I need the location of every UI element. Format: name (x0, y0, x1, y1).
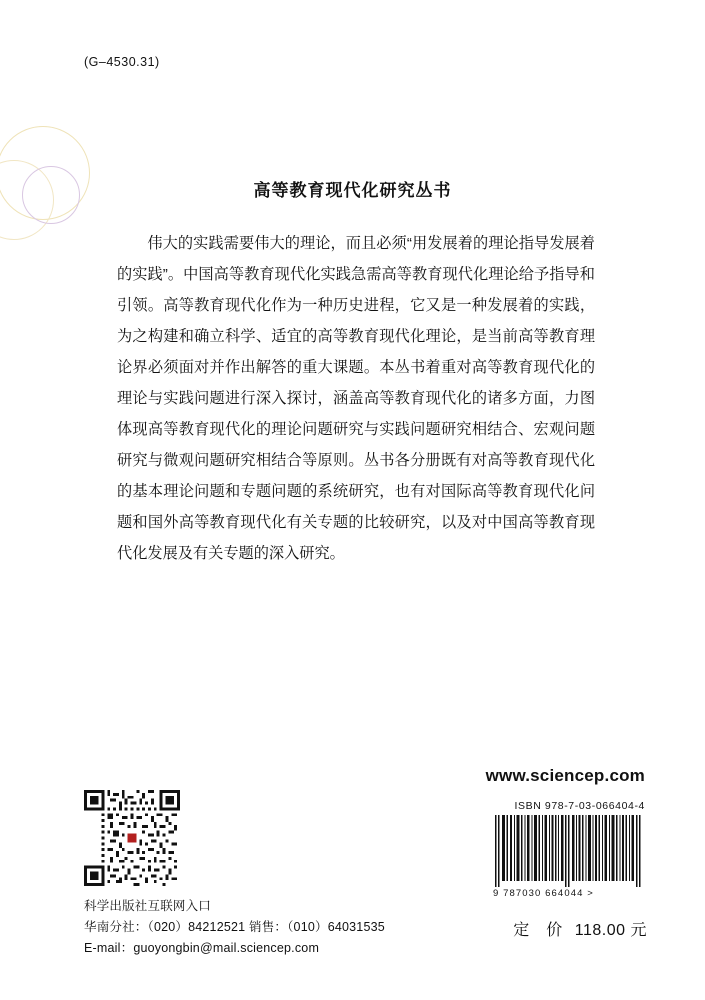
qr-code-icon (84, 790, 180, 886)
isbn-text: ISBN 978-7-03-066404-4 (514, 800, 645, 812)
price-value: 118.00 元 (574, 922, 647, 939)
price-label: 定 价 (513, 922, 563, 939)
qr-caption: 科学出版社互联网入口 (84, 899, 212, 913)
catalog-code: (G–4530.31) (84, 55, 160, 69)
barcode-block (493, 815, 647, 899)
series-title: 高等教育现代化研究丛书 (253, 181, 452, 200)
website-url: www.sciencep.com (485, 766, 645, 785)
publisher-contact-lines (84, 896, 384, 959)
email-contact: E-mail：guoyongbin@mail.sciencep.com (84, 941, 320, 955)
price-line (513, 917, 647, 940)
barcode-digits: 9 787030 664044 > (493, 888, 594, 899)
branch-contact: 华南分社：（020）84212521 销售：（010）64031535 (84, 920, 385, 934)
series-description: 伟大的实践需要伟大的理论，而且必须“用发展着的理论指导发展着的实践”。中国高等教育现代化实践急需高等教育现代化理论给予指导和引领。高等教育现代化作为一种历史进程，它又是一种发展着的实践，为之构建和确立科学、适宜的高等教育现代化理论，是当前高等教育理论界必须面对并作出解答的重大课题。本丛书着重对高等教育现代化的理论与实践问题进行深入探讨，涵盖高等教育现代化的诸多方面，力图体现高等教育现代化的理论问题研究与实践问题研究相结合、宏观问题研究与微观问题研究相结合等原则。丛书各分册既有对高等教育现代化的基本理论问题和专题问题的系统研究，也有对国际高等教育现代化问题和国外高等教育现代化有关专题的比较研究，以及对中国高等教育现代化发展及有关专题的深入研究。 (117, 235, 595, 562)
decorative-circle-yellow (0, 126, 90, 220)
barcode-icon (493, 815, 647, 887)
publisher-info-block (84, 790, 384, 959)
